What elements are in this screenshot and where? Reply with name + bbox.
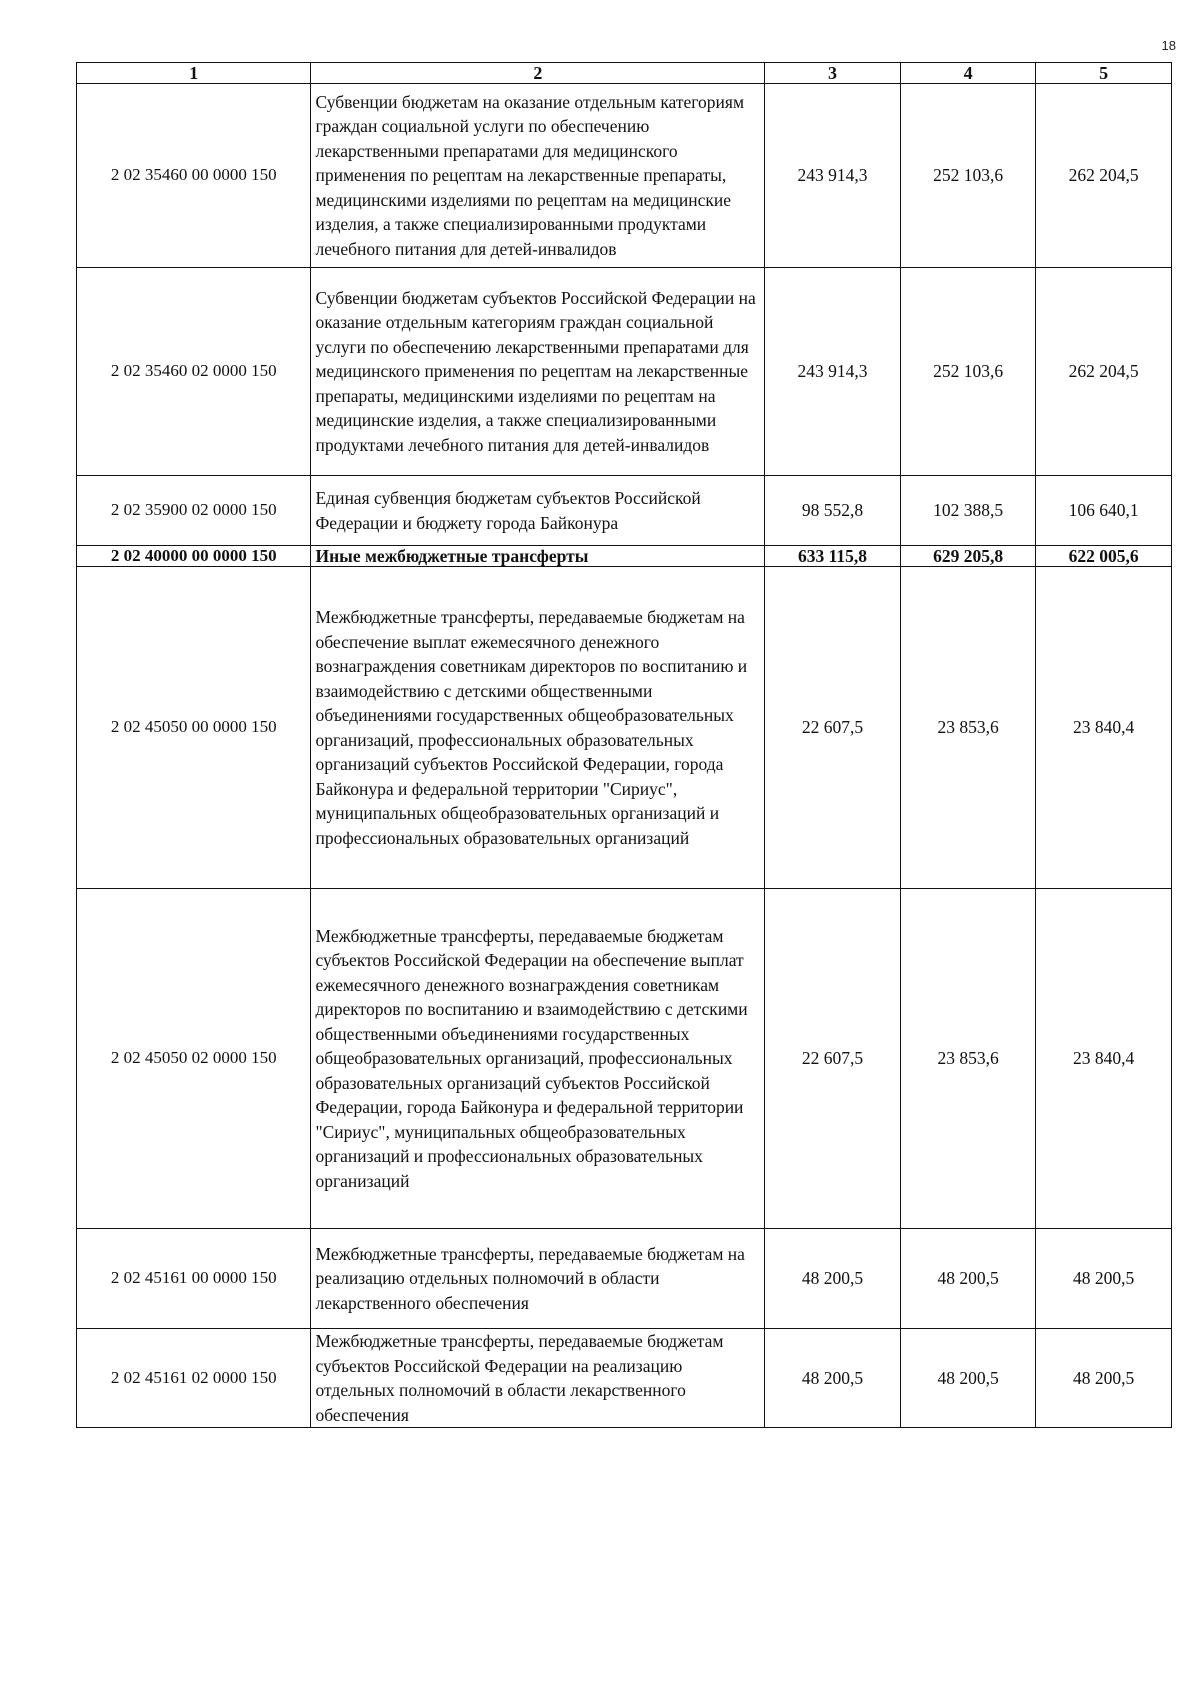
table-row [77, 476, 1172, 546]
value-col4-cell: 23 853,6 [900, 567, 1036, 889]
column-header: 3 [765, 63, 901, 84]
value-col4-cell: 629 205,8 [900, 546, 1036, 567]
table-row [77, 84, 1172, 268]
item-name-cell: Субвенции бюджетам на оказание отдельным категориям граждан социальной услуги по обеспечению лекарственными препаратами для медицинского применения по рецептам на лекарственные препараты, медицинскими изделиями по рецептам на медицинские изделия, а также специализированными продуктами лечебного питания для детей-инвалидов [311, 84, 765, 268]
column-header: 4 [900, 63, 1036, 84]
value-col4-cell: 23 853,6 [900, 889, 1036, 1229]
value-col4-cell: 102 388,5 [900, 476, 1036, 546]
value-col5-cell: 106 640,1 [1036, 476, 1172, 546]
item-name-cell: Единая субвенция бюджетам субъектов Российской Федерации и бюджету города Байконура [311, 476, 765, 546]
column-header: 2 [311, 63, 765, 84]
table-row [77, 567, 1172, 889]
table-row [77, 1329, 1172, 1428]
budget-code-cell: 2 02 45050 02 0000 150 [77, 889, 311, 1229]
budget-code-cell: 2 02 35900 02 0000 150 [77, 476, 311, 546]
value-col5-cell: 622 005,6 [1036, 546, 1172, 567]
budget-code-cell: 2 02 45050 00 0000 150 [77, 567, 311, 889]
value-col4-cell: 48 200,5 [900, 1229, 1036, 1329]
budget-table [76, 62, 1172, 1428]
header-row [77, 63, 1172, 84]
budget-code-cell: 2 02 35460 00 0000 150 [77, 84, 311, 268]
value-col5-cell: 48 200,5 [1036, 1229, 1172, 1329]
column-header: 1 [77, 63, 311, 84]
value-col3-cell: 633 115,8 [765, 546, 901, 567]
value-col3-cell: 48 200,5 [765, 1229, 901, 1329]
value-col5-cell: 262 204,5 [1036, 268, 1172, 476]
value-col5-cell: 48 200,5 [1036, 1329, 1172, 1428]
budget-code-cell: 2 02 45161 02 0000 150 [77, 1329, 311, 1428]
value-col5-cell: 23 840,4 [1036, 889, 1172, 1229]
table-row [77, 1229, 1172, 1329]
value-col5-cell: 262 204,5 [1036, 84, 1172, 268]
budget-code-cell: 2 02 35460 02 0000 150 [77, 268, 311, 476]
value-col3-cell: 98 552,8 [765, 476, 901, 546]
item-name-cell: Межбюджетные трансферты, передаваемые бюджетам субъектов Российской Федерации на реализацию отдельных полномочий в области лекарственного обеспечения [311, 1329, 765, 1428]
value-col3-cell: 243 914,3 [765, 268, 901, 476]
value-col3-cell: 22 607,5 [765, 889, 901, 1229]
value-col3-cell: 22 607,5 [765, 567, 901, 889]
value-col3-cell: 48 200,5 [765, 1329, 901, 1428]
item-name-cell: Субвенции бюджетам субъектов Российской Федерации на оказание отдельным категориям граждан социальной услуги по обеспечению лекарственными препаратами для медицинского применения по рецептам на лекарственные препараты, медицинскими изделиями по рецептам на медицинские изделия, а также специализированными продуктами лечебного питания для детей-инвалидов [311, 268, 765, 476]
item-name-cell: Иные межбюджетные трансферты [311, 546, 765, 567]
value-col4-cell: 252 103,6 [900, 268, 1036, 476]
value-col4-cell: 252 103,6 [900, 84, 1036, 268]
table-row [77, 268, 1172, 476]
budget-code-cell: 2 02 45161 00 0000 150 [77, 1229, 311, 1329]
budget-code-cell: 2 02 40000 00 0000 150 [77, 546, 311, 567]
column-header: 5 [1036, 63, 1172, 84]
table-row-subtotal [77, 546, 1172, 567]
table-row [77, 889, 1172, 1229]
item-name-cell: Межбюджетные трансферты, передаваемые бюджетам на обеспечение выплат ежемесячного денежного вознаграждения советникам директоров по воспитанию и взаимодействию с детскими общественными объединениями государственных общеобразовательных организаций, профессиональных образовательных организаций субъектов Российской Федерации, города Байконура и федеральной территории "Сириус", муниципальных общеобразовательных организаций и профессиональных образовательных организаций [311, 567, 765, 889]
item-name-cell: Межбюджетные трансферты, передаваемые бюджетам субъектов Российской Федерации на обеспечение выплат ежемесячного денежного вознаграждения советникам директоров по воспитанию и взаимодействию с детскими общественными объединениями государственных общеобразовательных организаций, профессиональных образовательных организаций субъектов Российской Федерации, города Байконура и федеральной территории "Сириус", муниципальных общеобразовательных организаций и профессиональных образовательных организаций [311, 889, 765, 1229]
item-name-cell: Межбюджетные трансферты, передаваемые бюджетам на реализацию отдельных полномочий в области лекарственного обеспечения [311, 1229, 765, 1329]
value-col3-cell: 243 914,3 [765, 84, 901, 268]
value-col4-cell: 48 200,5 [900, 1329, 1036, 1428]
value-col5-cell: 23 840,4 [1036, 567, 1172, 889]
page-number: 18 [1161, 38, 1176, 53]
